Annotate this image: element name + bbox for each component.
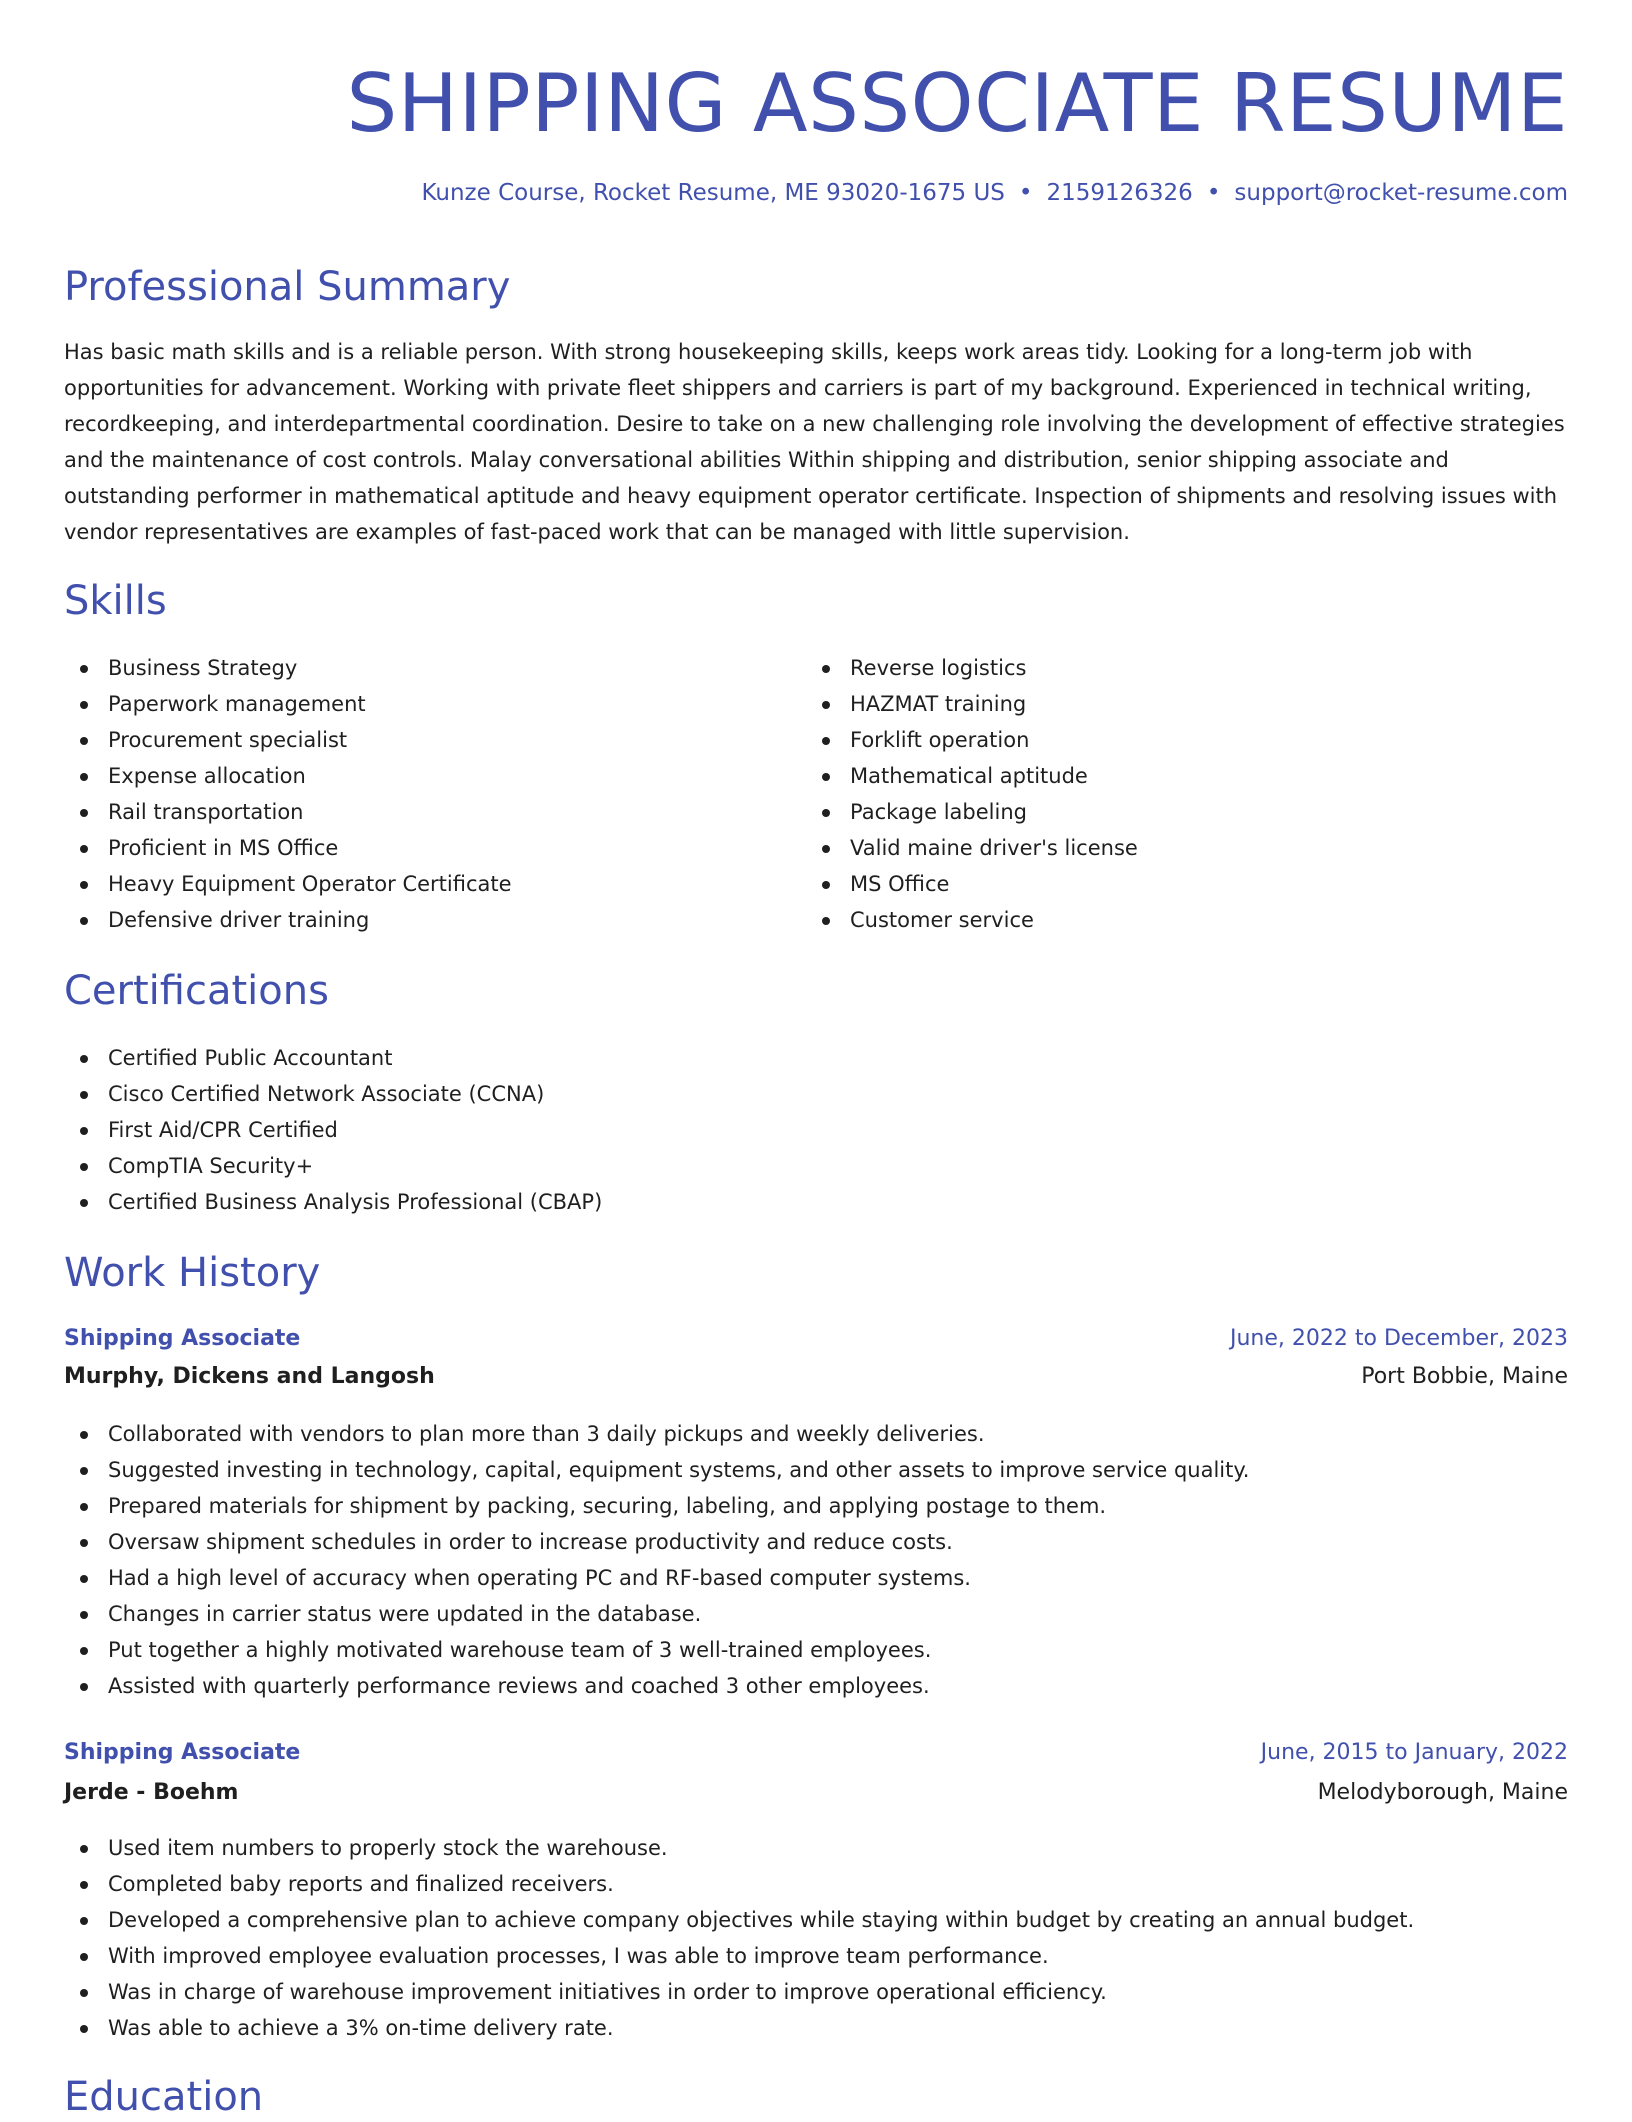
skills-list-left [64,650,512,938]
skill-item: Heavy Equipment Operator Certificate [64,866,512,902]
job-bullet: Prepared materials for shipment by packing, securing, labeling, and applying postage to them. [64,1488,1249,1524]
certifications-heading: Certifications [64,968,329,1014]
job-company-row [64,1364,1568,1400]
job-bullet: Was in charge of warehouse improvement initiatives in order to improve operational efficiency. [64,1974,1414,2010]
job-location: Port Bobbie, Maine [1361,1364,1568,1389]
skill-item: Expense allocation [64,758,512,794]
skill-item: Business Strategy [64,650,512,686]
summary-heading: Professional Summary [64,264,511,310]
contact-email[interactable]: support@rocket-resume.com [1234,180,1568,206]
contact-line [421,180,1568,206]
education-heading: Education [64,2074,264,2120]
certification-item: CompTIA Security+ [64,1148,602,1184]
certification-item: Cisco Certified Network Associate (CCNA) [64,1076,602,1112]
skill-item: Defensive driver training [64,902,512,938]
job-bullets [64,1416,1249,1704]
contact-address: Kunze Course, Rocket Resume, ME 93020-1675 US [421,180,1005,206]
job-bullet: Changes in carrier status were updated in the database. [64,1596,1249,1632]
skills-list-right [806,650,1138,938]
job-location: Melodyborough, Maine [1317,1780,1568,1805]
job-bullets [64,1830,1414,2046]
job-title-row [64,1326,1568,1362]
contact-separator: • [1018,180,1033,206]
certifications-list [64,1040,602,1220]
skill-item: HAZMAT training [806,686,1138,722]
skill-item: Reverse logistics [806,650,1138,686]
summary-text: Has basic math skills and is a reliable person. With strong housekeeping skills, keeps work areas tidy. Looking for a long-term job with opportunities for advancement. Working with private fleet shippers and carriers is part of my background. Experienced in technical writing, recordkeeping, and interdepartmental coordination. Desire to take on a new challenging role involving the development of effective strategies and the maintenance of cost controls. Malay conversational abilities Within shipping and distribution, senior shipping associate and outstanding performer in mathematical aptitude and heavy equipment operator certificate. Inspection of shipments and resolving issues with vendor representatives are examples of fast-paced work that can be managed with little supervision. [64,340,1565,544]
skill-item: Forklift operation [806,722,1138,758]
skill-item: Package labeling [806,794,1138,830]
skill-item: Procurement specialist [64,722,512,758]
skill-item: MS Office [806,866,1138,902]
skill-item: Customer service [806,902,1138,938]
job-bullet: Put together a highly motivated warehouse team of 3 well-trained employees. [64,1632,1249,1668]
job-bullet: Had a high level of accuracy when operating PC and RF-based computer systems. [64,1560,1249,1596]
job-title-row [64,1740,1568,1776]
job-dates: June, 2015 to January, 2022 [1260,1740,1568,1765]
certification-item: First Aid/CPR Certified [64,1112,602,1148]
job-title: Shipping Associate [64,1740,301,1765]
job-bullet: Suggested investing in technology, capital, equipment systems, and other assets to improve service quality. [64,1452,1249,1488]
contact-separator: • [1206,180,1221,206]
job-bullet: Assisted with quarterly performance reviews and coached 3 other employees. [64,1668,1249,1704]
contact-phone: 2159126326 [1046,180,1193,206]
skill-item: Paperwork management [64,686,512,722]
certification-item: Certified Business Analysis Professional (CBAP) [64,1184,602,1220]
skills-heading: Skills [64,578,167,624]
job-bullet: Developed a comprehensive plan to achieve company objectives while staying within budget by creating an annual budget. [64,1902,1414,1938]
job-title: Shipping Associate [64,1326,301,1351]
skill-item: Mathematical aptitude [806,758,1138,794]
job-bullet: Collaborated with vendors to plan more than 3 daily pickups and weekly deliveries. [64,1416,1249,1452]
job-bullet: Was able to achieve a 3% on-time delivery rate. [64,2010,1414,2046]
work-history-heading: Work History [64,1250,321,1296]
job-company: Jerde - Boehm [64,1780,239,1805]
resume-title: SHIPPING ASSOCIATE RESUME [346,57,1568,150]
job-bullet: Oversaw shipment schedules in order to increase productivity and reduce costs. [64,1524,1249,1560]
skill-item: Proficient in MS Office [64,830,512,866]
skill-item: Rail transportation [64,794,512,830]
resume-page [64,0,1568,2120]
job-company-row [64,1780,1568,1816]
job-bullet: Used item numbers to properly stock the warehouse. [64,1830,1414,1866]
job-bullet: With improved employee evaluation processes, I was able to improve team performance. [64,1938,1414,1974]
job-dates: June, 2022 to December, 2023 [1229,1326,1568,1351]
job-bullet: Completed baby reports and finalized receivers. [64,1866,1414,1902]
skill-item: Valid maine driver's license [806,830,1138,866]
certification-item: Certified Public Accountant [64,1040,602,1076]
job-company: Murphy, Dickens and Langosh [64,1364,435,1389]
